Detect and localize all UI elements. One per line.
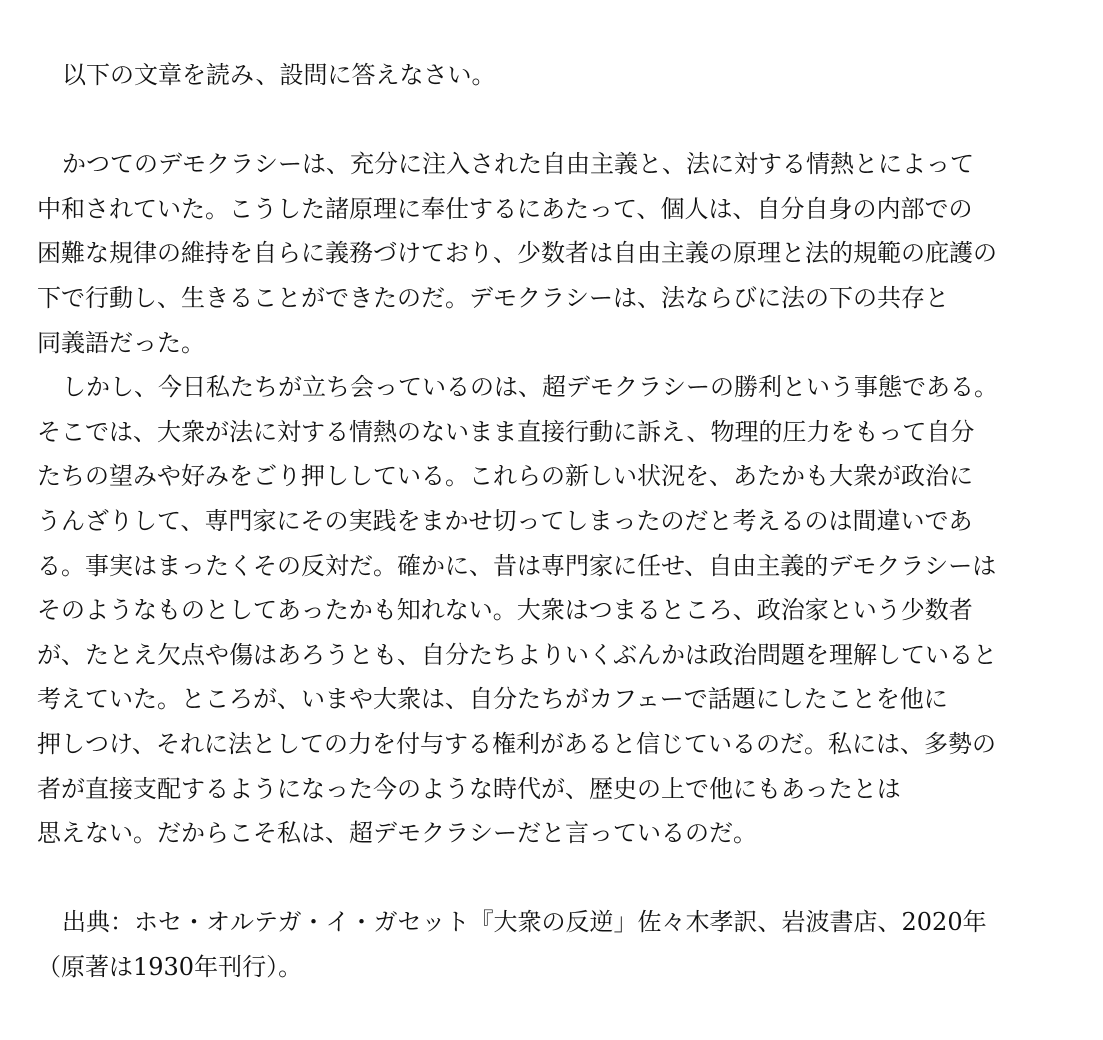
paragraph-line: そのようなものとしてあったかも知れない。大衆はつまるところ、政治家という少数者: [37, 596, 973, 625]
paragraph-line: 押しつけ、それに法としての力を付与する権利があると信じているのだ。私には、多勢の: [37, 729, 997, 758]
paragraph-line: そこでは、大衆が法に対する情熱のないまま直接行動に訴え、物理的圧力をもって自分: [37, 417, 975, 446]
paragraph-line: 考えていた。ところが、いまや大衆は、自分たちがカフェーで話題にしたことを他に: [37, 685, 948, 714]
paragraph-gap: [37, 856, 1077, 901]
source-citation: [37, 900, 1077, 989]
paragraph-gap: [37, 98, 1077, 143]
paragraph-line: 思えない。だからこそ私は、超デモクラシーだと言っているのだ。: [37, 819, 757, 848]
citation-line: （原著は1930年刊行）。: [37, 952, 303, 981]
paragraph-line: 中和されていた。こうした諸原理に奉仕するにあたって、個人は、自分自身の内部での: [37, 194, 973, 223]
paragraph-line: うんざりして、専門家にその実践をまかせ切ってしまったのだと考えるのは間違いであ: [37, 506, 973, 535]
document-page: [37, 53, 1077, 989]
instruction-text: 以下の文章を読み、設問に答えなさい。: [62, 61, 496, 89]
paragraph-line: かつてのデモクラシーは、充分に注入された自由主義と、法に対する情熱とによって: [62, 150, 974, 179]
paragraph-line: 困難な規律の維持を自らに義務づけており、少数者は自由主義の原理と法的規範の庇護の: [37, 239, 997, 268]
paragraph-2: [37, 365, 1077, 856]
paragraph-line: が、たとえ欠点や傷はあろうとも、自分たちよりいくぶんかは政治問題を理解していると: [37, 640, 997, 669]
citation-line: 出典：ホセ・オルテガ・イ・ガセット『大衆の反逆」佐々木孝訳、岩波書店、2020年: [62, 908, 987, 937]
paragraph-line: 下で行動し、生きることができたのだ。デモクラシーは、法ならびに法の下の共存と: [37, 283, 949, 312]
paragraph-line: 同義語だった。: [37, 328, 205, 357]
paragraph-line: る。事実はまったくその反対だ。確かに、昔は専門家に任せ、自由主義的デモクラシーは: [37, 551, 997, 580]
paragraph-line: 者が直接支配するようになった今のような時代が、歴史の上で他にもあったとは: [37, 774, 901, 803]
paragraph-line: しかし、今日私たちが立ち会っているのは、超デモクラシーの勝利という事態である。: [62, 373, 998, 402]
paragraph-line: たちの望みや好みをごり押ししている。これらの新しい状況を、あたかも大衆が政治に: [37, 462, 973, 491]
paragraph-1: [37, 142, 1077, 365]
